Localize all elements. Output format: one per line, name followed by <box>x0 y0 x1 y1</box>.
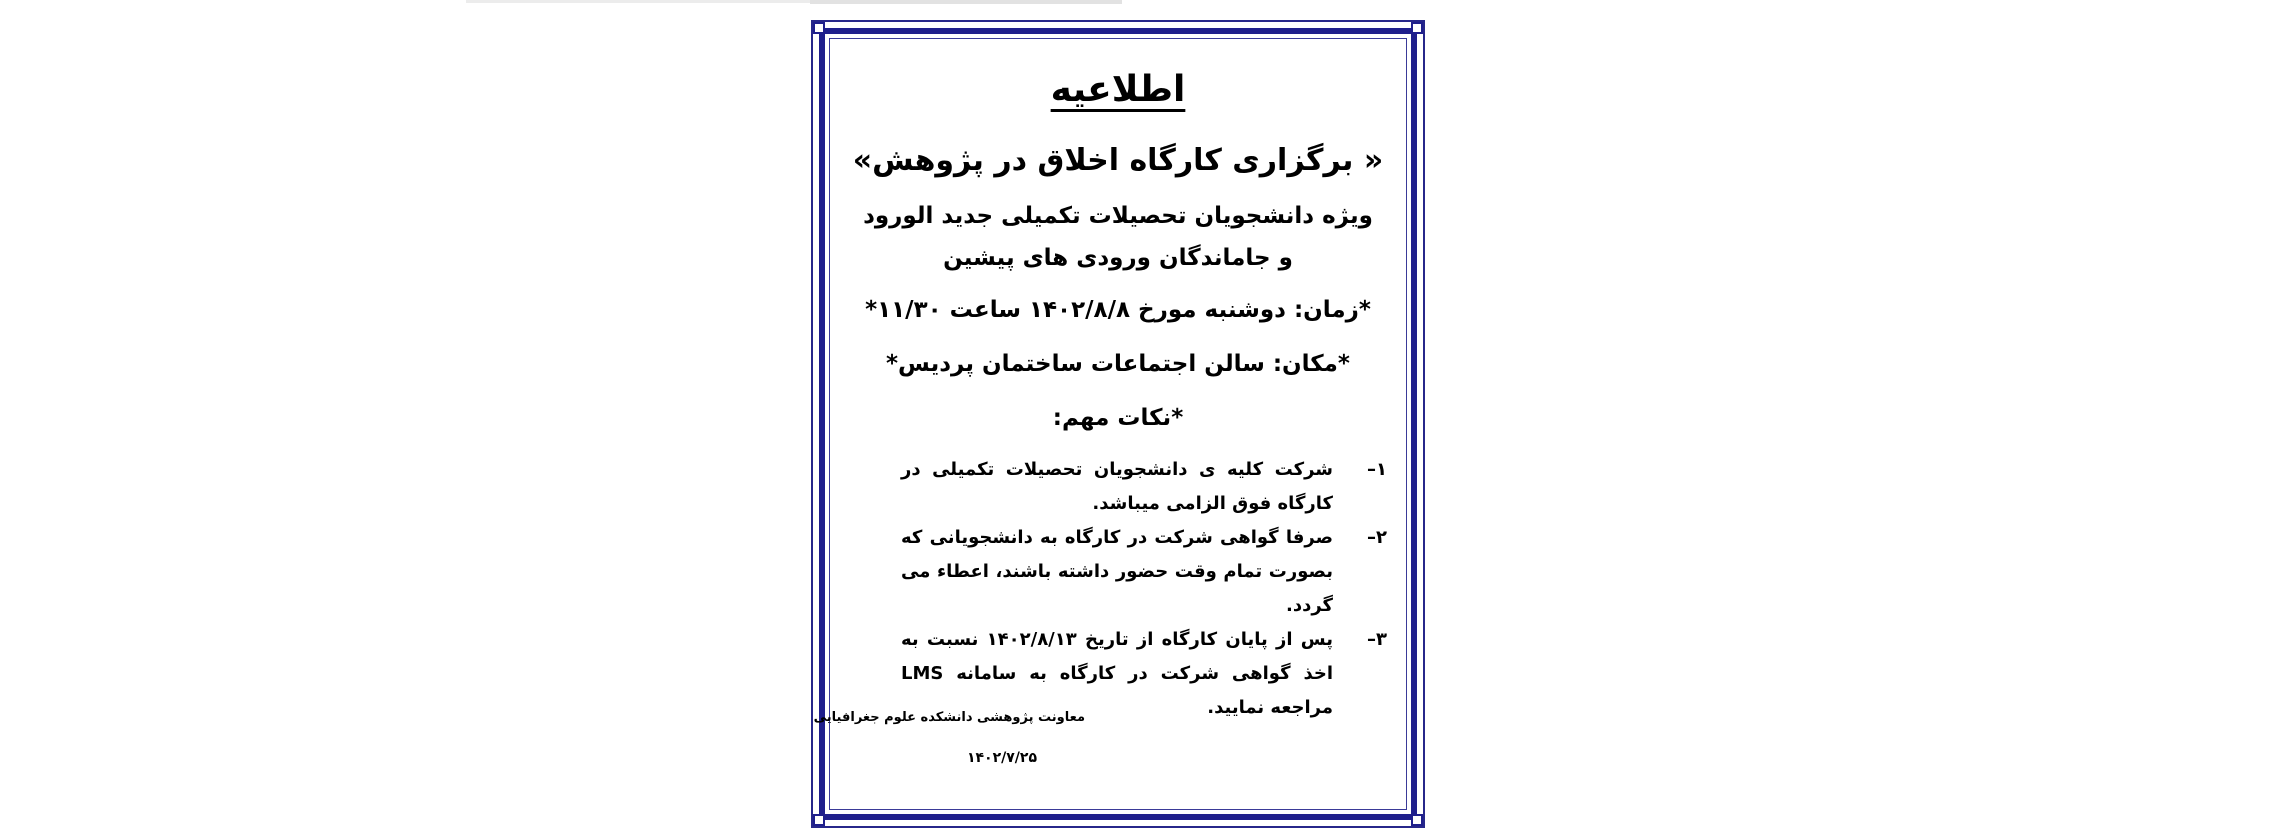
note-number: ۱– <box>1367 459 1387 480</box>
signature-date: ۱۴۰۲/۷/۲۵ <box>966 750 1037 766</box>
corner-ornament-bottom-right <box>1411 814 1423 826</box>
workshop-title: « برگزاری کارگاه اخلاق در پژوهش» <box>852 143 1384 178</box>
signature-line: معاونت پژوهشی دانشکده علوم جغرافیایی <box>813 710 1085 725</box>
note-number: ۳– <box>1367 629 1387 650</box>
time-line: *زمان: دوشنبه مورخ ۱۴۰۲/۸/۸ ساعت ۱۱/۳۰* <box>865 297 1371 323</box>
note-number: ۲– <box>1367 527 1387 548</box>
notes-list <box>841 453 1395 725</box>
notice-content <box>841 65 1395 788</box>
viewer-top-edge-dark <box>810 0 1122 4</box>
audience-line: ویژه دانشجویان تحصیلات تکمیلی جدید الورود و جاماندگان ورودی های پیشین <box>863 203 1373 271</box>
corner-ornament-top-right <box>1411 22 1423 34</box>
notice-title: اطلاعیه <box>1050 69 1186 110</box>
place-line: *مکان: سالن اجتماعات ساختمان پردیس* <box>886 351 1350 377</box>
note-text: پس از پایان کارگاه از تاریخ ۱۴۰۲/۸/۱۳ نسبت به اخذ گواهی شرکت در کارگاه به سامانه LMS مراجعه نمایید. <box>901 629 1333 718</box>
note-item <box>901 453 1387 521</box>
note-item <box>901 521 1387 623</box>
note-text: صرفا گواهی شرکت در کارگاه به دانشجویانی که بصورت تمام وقت حضور داشته باشند، اعطاء می گردد. <box>901 527 1333 616</box>
notes-heading: *نکات مهم: <box>1052 405 1184 431</box>
corner-ornament-bottom-left <box>813 814 825 826</box>
note-text: شرکت کلیه ی دانشجویان تحصیلات تکمیلی در کارگاه فوق الزامی میباشد. <box>901 459 1333 514</box>
corner-ornament-top-left <box>813 22 825 34</box>
notice-page <box>811 20 1425 828</box>
